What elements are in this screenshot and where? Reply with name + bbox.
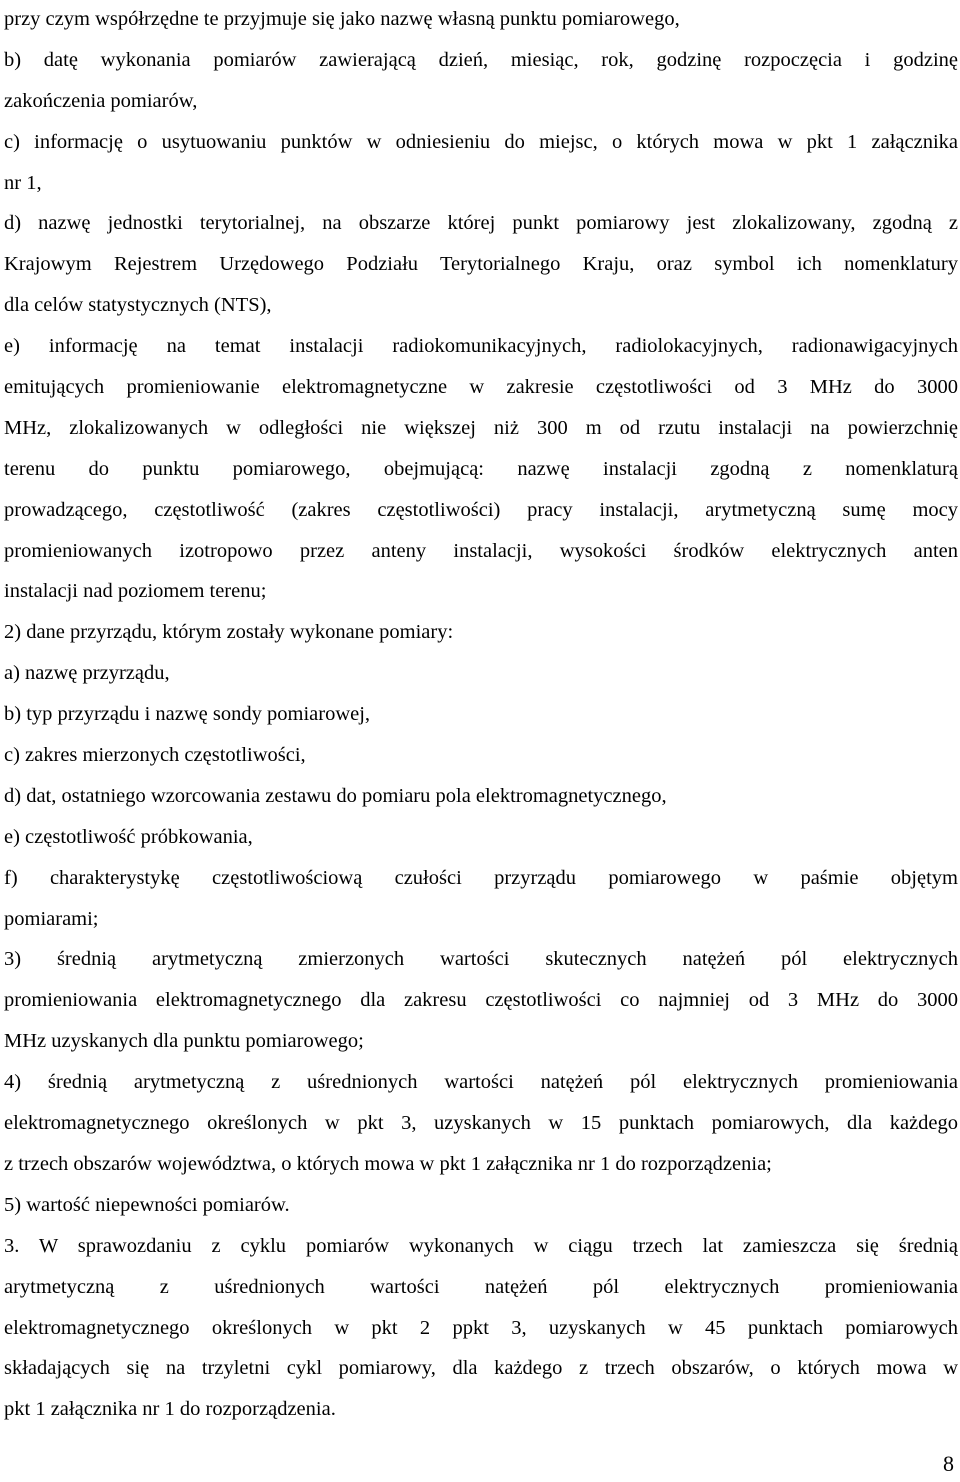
- text-line: MHz uzyskanych dla punktu pomiarowego;: [4, 1030, 364, 1053]
- text-line: c) informację o usytuowaniu punktów w odniesieniu do miejsc, o których mowa w pkt 1 załącznika: [4, 130, 958, 153]
- text-line: Krajowym Rejestrem Urzędowego Podziału Terytorialnego Kraju, oraz symbol ich nomenklatury: [4, 253, 958, 276]
- text-line: elektromagnetycznego określonych w pkt 3, uzyskanych w 15 punktach pomiarowych, dla każdego: [4, 1112, 958, 1135]
- text-line: dla celów statystycznych (NTS),: [4, 294, 272, 317]
- text-line: składających się na trzyletni cykl pomiarowy, dla każdego z trzech obszarów, o których mowa w: [4, 1357, 958, 1380]
- text-line: f) charakterystykę częstotliwościową czułości przyrządu pomiarowego w paśmie objętym: [4, 866, 958, 889]
- text-line: b) typ przyrządu i nazwę sondy pomiarowej,: [4, 703, 371, 726]
- text-line: 5) wartość niepewności pomiarów.: [4, 1193, 290, 1216]
- text-line: 4) średnią arytmetyczną z uśrednionych wartości natężeń pól elektrycznych promieniowania: [4, 1071, 958, 1094]
- text-line: e) informację na temat instalacji radiokomunikacyjnych, radiolokacyjnych, radionawigacyjnych: [4, 335, 958, 358]
- text-line: przy czym współrzędne te przyjmuje się jako nazwę własną punktu pomiarowego,: [4, 8, 680, 30]
- text-line: pkt 1 załącznika nr 1 do rozporządzenia.: [4, 1398, 336, 1421]
- document-page: [4, 0, 958, 1430]
- text-line: b) datę wykonania pomiarów zawierającą dzień, miesiąc, rok, godzinę rozpoczęcia i godzinę: [4, 48, 958, 71]
- text-line: instalacji nad poziomem terenu;: [4, 580, 267, 603]
- text-line: d) nazwę jednostki terytorialnej, na obszarze której punkt pomiarowy jest zlokalizowany, zgodną z: [4, 212, 958, 235]
- text-line: MHz, zlokalizowanych w odległości nie większej niż 300 m od rzutu instalacji na powierzchnię: [4, 416, 958, 439]
- text-line: 3) średnią arytmetyczną zmierzonych wartości skutecznych natężeń pól elektrycznych: [4, 948, 958, 971]
- text-line: nr 1,: [4, 171, 42, 194]
- text-line: z trzech obszarów województwa, o których mowa w pkt 1 załącznika nr 1 do rozporządzenia;: [4, 1152, 772, 1175]
- text-line: c) zakres mierzonych częstotliwości,: [4, 744, 306, 767]
- text-line: elektromagnetycznego określonych w pkt 2 ppkt 3, uzyskanych w 45 punktach pomiarowych: [4, 1316, 958, 1339]
- text-line: promieniowanych izotropowo przez anteny instalacji, wysokości środków elektrycznych anten: [4, 539, 958, 562]
- text-line: prowadzącego, częstotliwość (zakres częstotliwości) pracy instalacji, arytmetyczną sumę mocy: [4, 498, 958, 521]
- text-line: pomiarami;: [4, 907, 99, 930]
- text-line: emitujących promieniowanie elektromagnetyczne w zakresie częstotliwości od 3 MHz do 3000: [4, 376, 958, 399]
- text-line: terenu do punktu pomiarowego, obejmującą: nazwę instalacji zgodną z nomenklaturą: [4, 457, 958, 480]
- text-line: zakończenia pomiarów,: [4, 89, 198, 112]
- page-number: 8: [943, 1451, 954, 1476]
- text-line: arytmetyczną z uśrednionych wartości natężeń pól elektrycznych promieniowania: [4, 1275, 958, 1298]
- text-line: 2) dane przyrządu, którym zostały wykonane pomiary:: [4, 621, 454, 644]
- text-line: d) dat, ostatniego wzorcowania zestawu do pomiaru pola elektromagnetycznego,: [4, 784, 667, 807]
- text-line: promieniowania elektromagnetycznego dla zakresu częstotliwości co najmniej od 3 MHz do 3000: [4, 989, 958, 1012]
- text-line: e) częstotliwość próbkowania,: [4, 825, 253, 848]
- text-line: a) nazwę przyrządu,: [4, 662, 170, 685]
- text-line: 3. W sprawozdaniu z cyklu pomiarów wykonanych w ciągu trzech lat zamieszcza się średnią: [4, 1234, 958, 1257]
